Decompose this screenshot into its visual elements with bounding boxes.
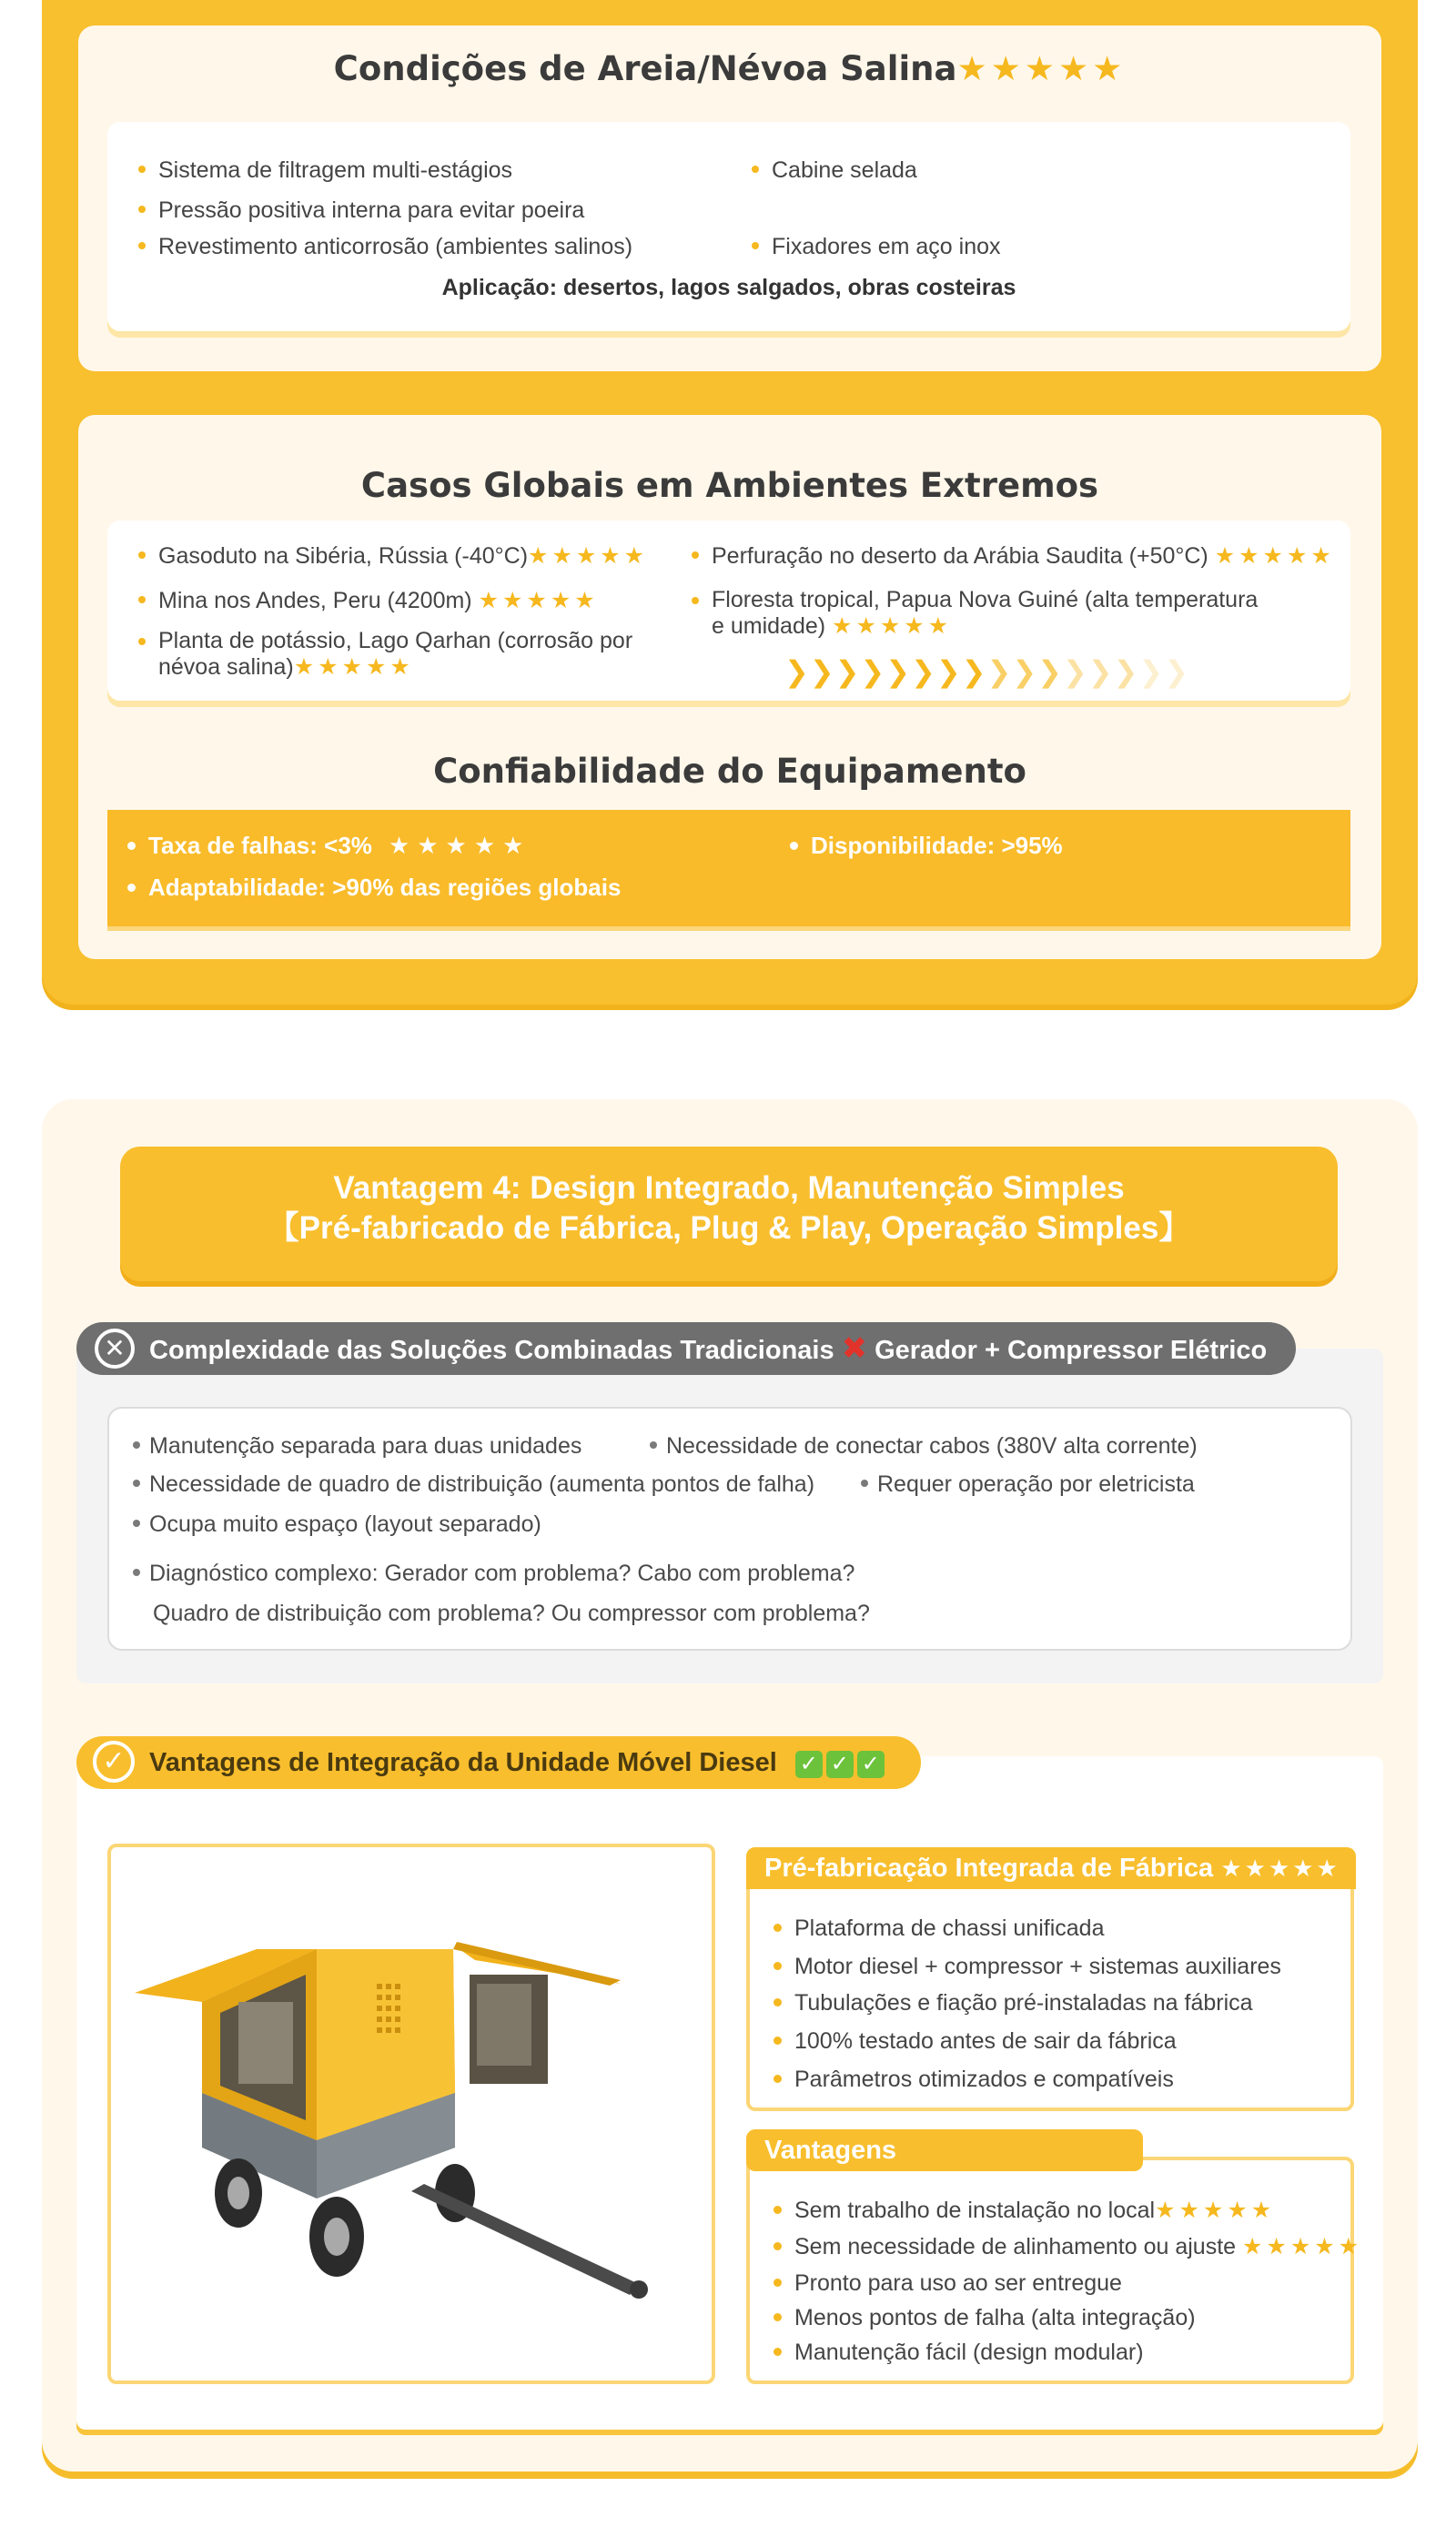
case-item: Floresta tropical, Papua Nova Guiné (alta temperatura e umidade) ★★★★★ — [692, 587, 1274, 640]
rating-stars: ★★★★★ — [832, 613, 953, 639]
mobile-compressor-illustration — [111, 1847, 712, 2380]
cross-mark-icon: ✖ — [841, 1331, 868, 1366]
list-item-continued: Quadro de distribuição com problema? Ou compressor com problema? — [153, 1601, 870, 1626]
case-item: Mina nos Andes, Peru (4200m) ★★★★★ — [138, 587, 599, 614]
list-item: 100% testado antes de sair da fábrica — [774, 2027, 1177, 2055]
banner-line-1: Vantagem 4: Design Integrado, Manutenção Simples — [333, 1170, 1125, 1206]
check-circle-icon: ✓ — [93, 1741, 135, 1783]
advantages-panel-title: Vantagens — [746, 2129, 1143, 2171]
rating-stars: ★★★★★ — [1214, 543, 1335, 569]
list-item: Sem trabalho de instalação no local★★★★★ — [774, 2197, 1275, 2224]
list-item: Revestimento anticorrosão (ambientes salinos) — [138, 233, 632, 260]
application-text: Aplicação: desertos, lagos salgados, obras costeiras — [441, 275, 1016, 300]
case-item: Perfuração no deserto da Arábia Saudita (+50°C) ★★★★★ — [692, 542, 1335, 570]
rating-stars: ★★★★★ — [388, 832, 531, 859]
advantage-banner — [120, 1147, 1338, 1281]
integration-title: Vantagens de Integração da Unidade Móvel Diesel ✓ ✓ ✓ — [76, 1736, 921, 1789]
rating-stars: ★★★★★ — [528, 543, 649, 569]
list-item: Ocupa muito espaço (layout separado) — [133, 1511, 541, 1538]
rating-stars: ★★★★★ — [293, 654, 414, 680]
title-text: Condições de Areia/Névoa Salina — [333, 49, 957, 88]
rating-stars: ★★★★★ — [956, 49, 1127, 88]
list-item: Requer operação por eletricista — [861, 1471, 1195, 1498]
traditional-title: Complexidade das Soluções Combinadas Tradicionais ✖ Gerador + Compressor Elétrico — [76, 1322, 1296, 1375]
rating-stars: ★★★★★ — [478, 588, 599, 613]
list-item: Motor diesel + compressor + sistemas auxiliares — [774, 1953, 1281, 1980]
reliability-title: Confiabilidade do Equipamento — [433, 752, 1026, 791]
rating-stars: ★★★★★ — [1242, 2234, 1363, 2259]
banner-line-2: 【Pré-fabricado de Fábrica, Plug & Play, Operação Simples】 — [267, 1210, 1191, 1246]
check-icon: ✓ — [826, 1751, 854, 1778]
list-item: Diagnóstico complexo: Gerador com problema? Cabo com problema? — [133, 1560, 854, 1587]
availability: Disponibilidade: >95% — [790, 832, 1063, 860]
list-item: Sem necessidade de alinhamento ou ajuste ★★★★★ — [774, 2233, 1362, 2260]
x-circle-icon: ✕ — [95, 1329, 135, 1369]
adaptability: Adaptabilidade: >90% das regiões globais — [127, 874, 621, 902]
list-item: Necessidade de conectar cabos (380V alta corrente) — [650, 1432, 1198, 1460]
check-icon: ✓ — [795, 1751, 823, 1778]
list-item: Parâmetros otimizados e compatíveis — [774, 2066, 1174, 2093]
reliability-bar — [107, 810, 1350, 926]
rating-stars: ★★★★★ — [1220, 1855, 1340, 1882]
rating-stars: ★★★★★ — [1155, 2198, 1276, 2223]
list-item: Fixadores em aço inox — [752, 233, 1001, 260]
chevron-arrows-icon: ❯❯❯❯❯❯❯❯❯❯❯❯❯❯❯❯ — [784, 655, 1189, 688]
case-item: Gasoduto na Sibéria, Rússia (-40°C)★★★★★ — [138, 542, 648, 570]
list-item: Sistema de filtragem multi-estágios — [138, 157, 512, 184]
list-item: Pressão positiva interna para evitar poeira — [138, 197, 584, 224]
list-item: Cabine selada — [752, 157, 917, 184]
compressor-image — [107, 1844, 715, 2384]
list-item: Menos pontos de falha (alta integração) — [774, 2304, 1196, 2331]
card-title-global-cases: Casos Globais em Ambientes Extremos — [360, 466, 1099, 505]
list-item: Plataforma de chassi unificada — [774, 1915, 1104, 1942]
card-title-sand-salt — [78, 49, 1381, 88]
list-item: Manutenção fácil (design modular) — [774, 2339, 1144, 2366]
list-item: Necessidade de quadro de distribuição (aumenta pontos de falha) — [133, 1471, 814, 1498]
failure-rate: Taxa de falhas: <3% ★★★★★ — [127, 832, 531, 860]
list-item: Manutenção separada para duas unidades — [133, 1432, 581, 1460]
check-icon: ✓ — [857, 1751, 885, 1778]
prefab-panel-title: Pré-fabricação Integrada de Fábrica ★★★★★ — [746, 1847, 1356, 1889]
list-item: Pronto para uso ao ser entregue — [774, 2269, 1122, 2297]
list-item: Tubulações e fiação pré-instaladas na fábrica — [774, 1989, 1253, 2017]
case-item: Planta de potássio, Lago Qarhan (corrosão por névoa salina)★★★★★ — [138, 628, 648, 681]
